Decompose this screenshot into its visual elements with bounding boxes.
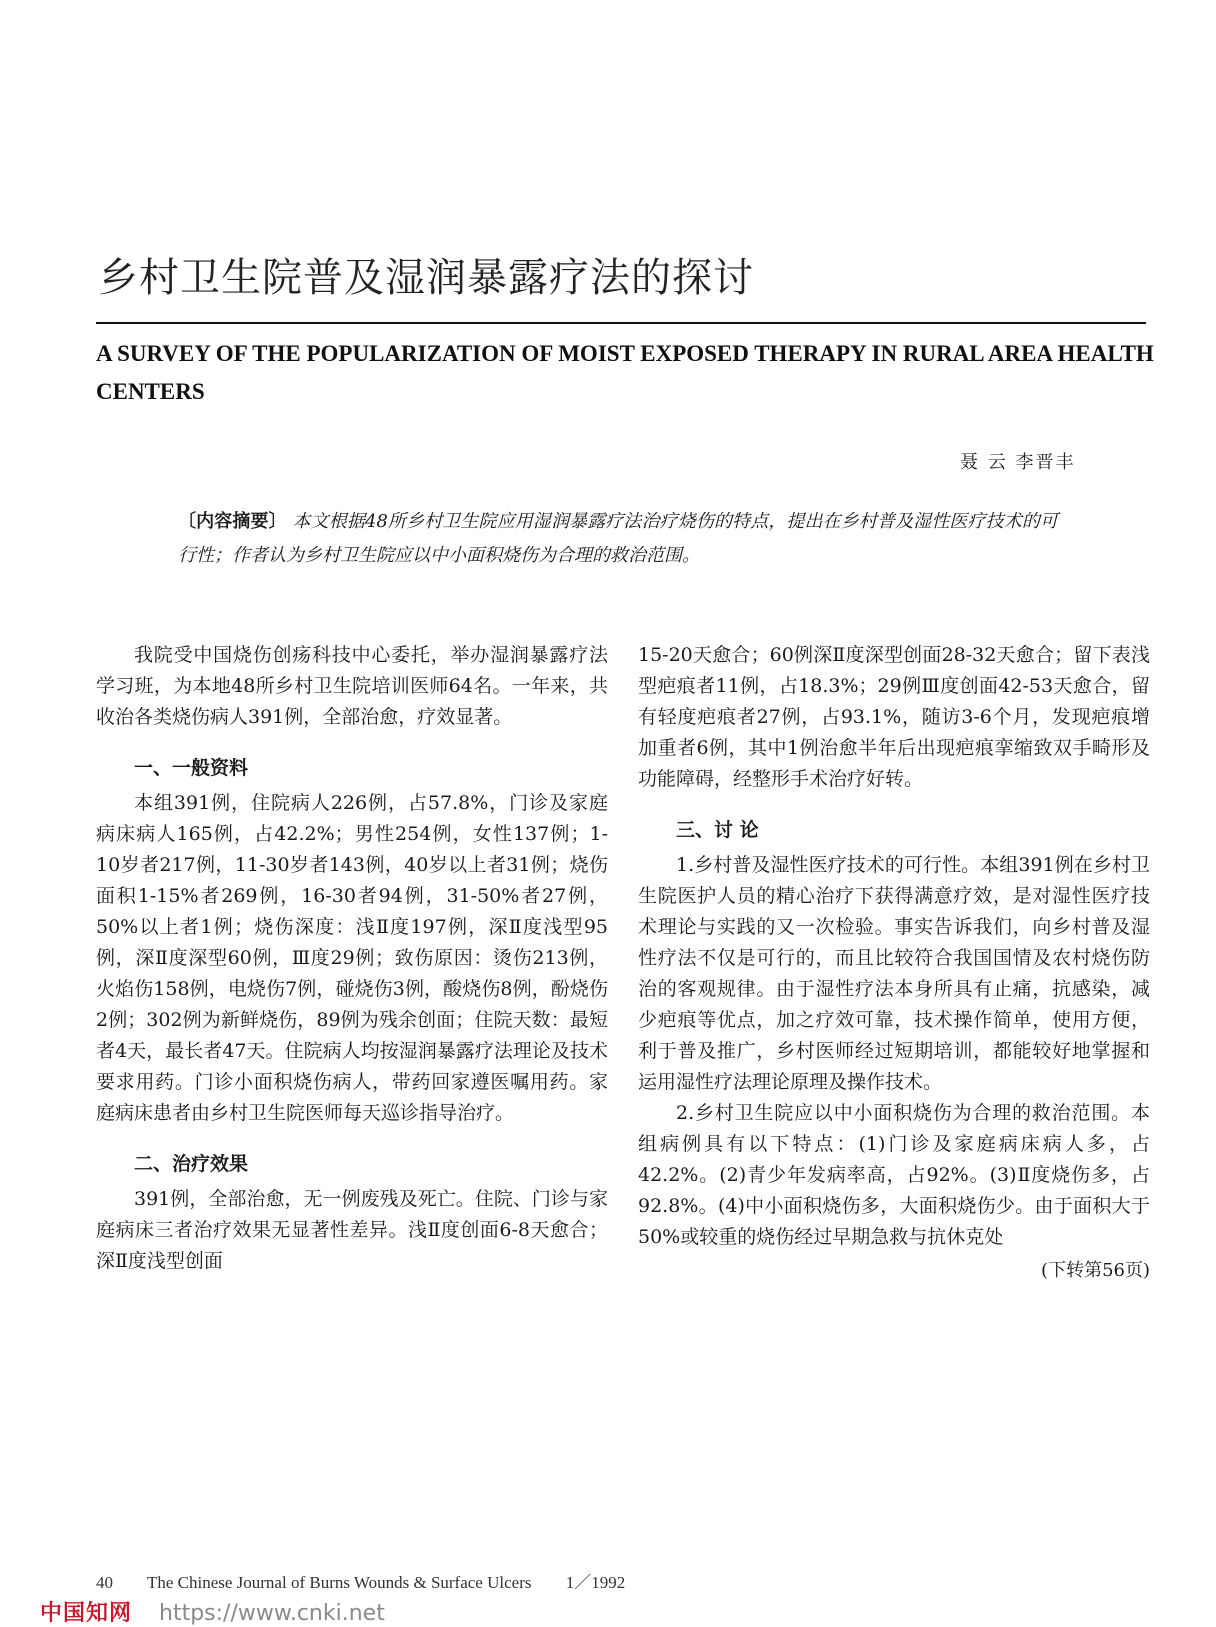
discussion-paragraph-1: 1.乡村普及湿性医疗技术的可行性。本组391例在乡村卫生院医护人员的精心治疗下获得满意疗效，是对湿性医疗技术理论与实践的又一次检验。事实告诉我们，向乡村普及湿性疗法不仅是可行的，而且比较符合我国国情及农村烧伤防治的客观规律。由于湿性疗法本身所具有止痛，抗感染，减少疤痕等优点，加之疗效可靠，技术操作简单，使用方便，利于普及推广，乡村医师经过短期培训，都能较好地掌握和运用湿性疗法理论原理及操作技术。	[638, 854, 1150, 1093]
continued-note: (下转第56页)	[1041, 1260, 1150, 1281]
page-number: 40	[96, 1573, 113, 1592]
general-data-paragraph: 本组391例，住院病人226例，占57.8%，门诊及家庭病床病人165例，占42.2%；男性254例，女性137例；1-10岁者217例，11-30岁者143例，40岁以上者31例；烧伤面积1-15%者269例，16-30者94例，31-50%者27例，50%以上者1例；烧伤深度：浅Ⅱ度197例，深Ⅱ度浅型95例，深Ⅱ度深型60例，Ⅲ度29例；致伤原因：烫伤213例，火焰伤158例，电烧伤7例，碰烧伤3例，酸烧伤8例，酚烧伤2例；302例为新鲜烧伤，89例为残余创面；住院天数：最短者4天，最长者47天。住院病人均按湿润暴露疗法理论及技术要求用药。门诊小面积烧伤病人，带药回家遵医嘱用药。家庭病床患者由乡村卫生院医师每天巡诊指导治疗。	[96, 792, 608, 1124]
left-column	[96, 640, 608, 1277]
watermark-url: https://www.cnki.net	[159, 1601, 385, 1626]
authors: 聂 云 李晋丰	[960, 452, 1076, 473]
journal-name: The Chinese Journal of Burns Wounds & Surface Ulcers	[146, 1573, 532, 1592]
abstract-text: 本文根据48所乡村卫生院应用湿润暴露疗法治疗烧伤的特点，提出在乡村普及湿性医疗技术的可行性；作者认为乡村卫生院应以中小面积烧伤为合理的救治范围。	[178, 511, 1058, 566]
article-title-english: A SURVEY OF THE POPULARIZATION OF MOIST EXPOSED THERAPY IN RURAL AREA HEALTH CENTERS	[96, 341, 1154, 404]
cnki-watermark	[40, 1596, 385, 1627]
discussion-paragraph-2: 2.乡村卫生院应以中小面积烧伤为合理的救治范围。本组病例具有以下特点：(1)门诊及家庭病床病人多，占42.2%。(2)青少年发病率高，占92%。(3)Ⅱ度烧伤多，占92.8%。(4)中小面积烧伤多，大面积烧伤少。由于面积大于50%或较重的烧伤经过早期急救与抗休克处	[638, 1102, 1150, 1248]
article-title-chinese: 乡村卫生院普及湿润暴露疗法的探讨	[98, 255, 754, 301]
page-footer	[96, 1568, 655, 1593]
results-paragraph: 391例，全部治愈，无一例废残及死亡。住院、门诊与家庭病床三者治疗效果无显著性差异。浅Ⅱ度创面6-8天愈合；深Ⅱ度浅型创面	[96, 1188, 608, 1272]
abstract-label: 〔内容摘要〕	[178, 511, 287, 532]
section-heading-results: 二、治疗效果	[134, 1153, 249, 1175]
issue-number: 1／1992	[565, 1573, 626, 1592]
abstract	[178, 505, 1058, 573]
section-heading-discussion: 三、讨 论	[676, 819, 759, 841]
intro-paragraph: 我院受中国烧伤创疡科技中心委托，举办湿润暴露疗法学习班，为本地48所乡村卫生院培训医师64名。一年来，共收治各类烧伤病人391例，全部治愈，疗效显著。	[96, 644, 608, 728]
right-column	[638, 640, 1150, 1286]
title-divider	[96, 322, 1146, 324]
results-paragraph-continued: 15-20天愈合；60例深Ⅱ度深型创面28-32天愈合；留下表浅型疤痕者11例，占18.3%；29例Ⅲ度创面42-53天愈合，留有轻度疤痕者27例，占93.1%，随访3-6个月，发现疤痕增加重者6例，其中1例治愈半年后出现疤痕挛缩致双手畸形及功能障碍，经整形手术治疗好转。	[638, 644, 1150, 790]
section-heading-general-data: 一、一般资料	[134, 757, 249, 779]
watermark-brand: 中国知网	[40, 1601, 133, 1626]
